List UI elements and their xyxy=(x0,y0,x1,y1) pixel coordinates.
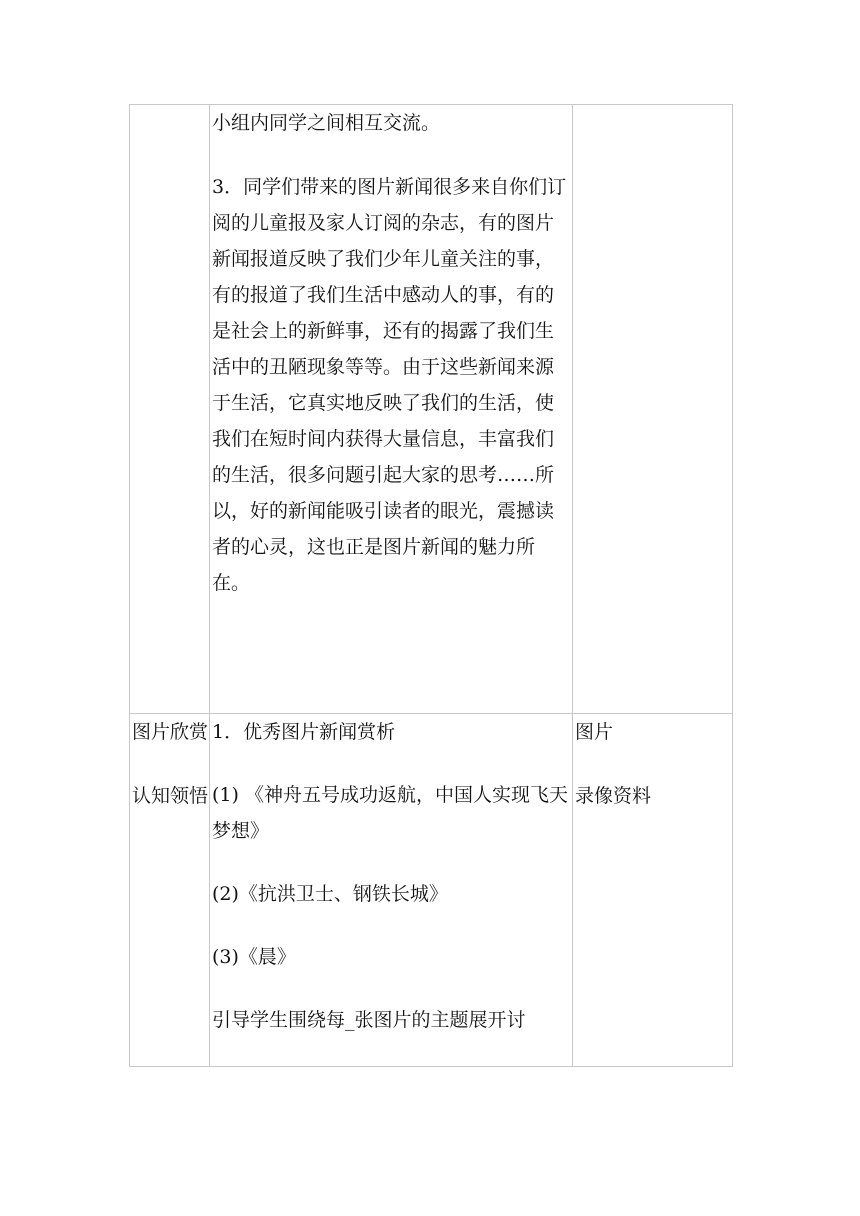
content-paragraph: 3．同学们带来的图片新闻很多来自你们订阅的儿童报及家人订阅的杂志，有的图片新闻报道反映了我们少年儿童关注的事，有的报道了我们生活中感动人的事，有的是社会上的新鲜事，还有的揭露了我们生活中的丑陋现象等等。由于这些新闻来源于生活，它真实地反映了我们的生活，使我们在短时间内获得大量信息，丰富我们的生活，很多问题引起大家的思考……所以，好的新闻能吸引读者的眼光，震撼读者的心灵，这也正是图片新闻的魅力所在。 xyxy=(212,176,567,594)
lesson-plan-table xyxy=(129,104,733,1067)
stage-cell xyxy=(130,105,210,714)
content-paragraph: 引导学生围绕每_张图片的主题展开讨 xyxy=(212,1009,526,1031)
content-cell xyxy=(210,105,573,714)
content-paragraph: (1) 《神舟五号成功返航，中国人实现飞天梦想》 xyxy=(212,784,568,842)
table-row xyxy=(130,105,733,714)
content-cell xyxy=(210,714,573,1067)
stage-label: 认知领悟 xyxy=(132,785,209,807)
resources-cell xyxy=(573,714,733,1067)
content-paragraph: 小组内同学之间相互交流。 xyxy=(212,112,441,134)
content-paragraph: (3)《晨》 xyxy=(212,946,296,968)
resources-cell xyxy=(573,105,733,714)
resource-label: 图片 xyxy=(575,721,614,743)
table-row xyxy=(130,714,733,1067)
stage-cell xyxy=(130,714,210,1067)
stage-label: 图片欣赏 xyxy=(132,721,209,743)
content-paragraph: 1．优秀图片新闻赏析 xyxy=(212,721,396,743)
content-paragraph: (2)《抗洪卫士、钢铁长城》 xyxy=(212,883,448,905)
resource-label: 录像资料 xyxy=(575,785,652,807)
